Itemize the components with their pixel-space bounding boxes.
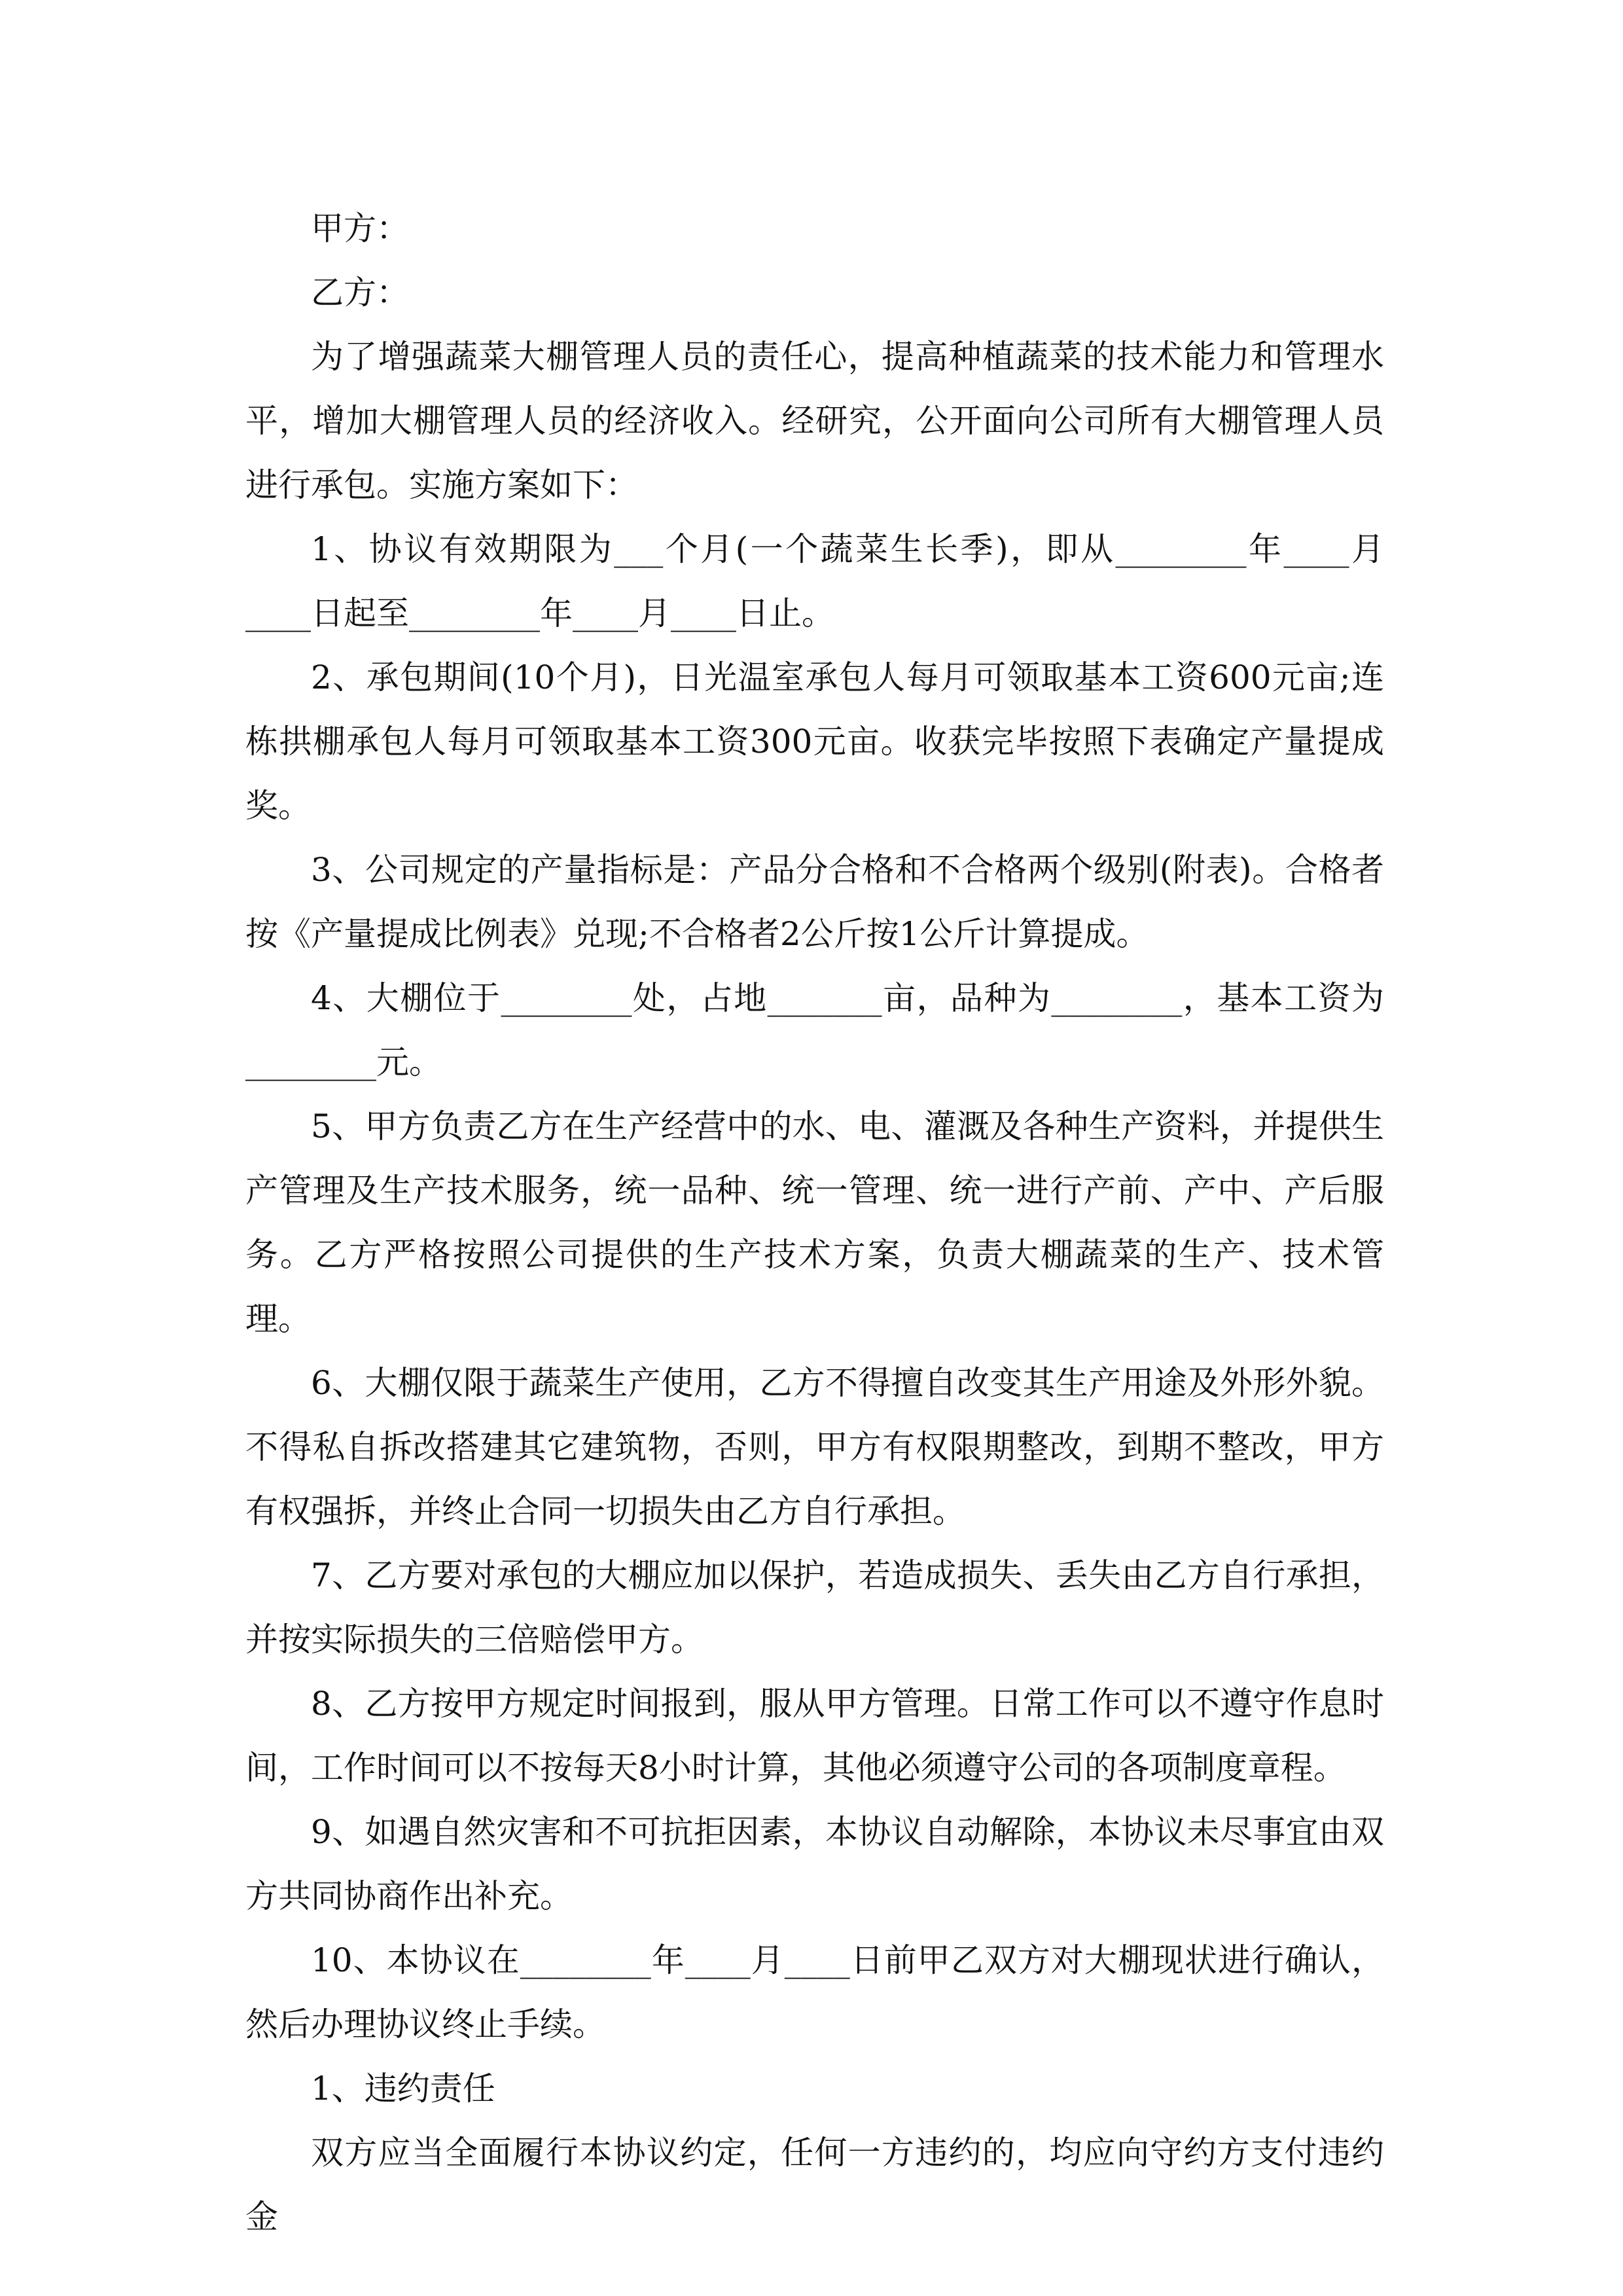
intro-paragraph: 为了增强蔬菜大棚管理人员的责任心，提高种植蔬菜的技术能力和管理水平，增加大棚管理人员的经济收入。经研究，公开面向公司所有大棚管理人员进行承包。实施方案如下： — [245, 338, 1384, 504]
party-a-line: 甲方： — [311, 209, 409, 247]
clause-10: 10、本协议在________年____月____日前甲乙双方对大棚现状进行确认，然后办理协议终止手续。 — [245, 1941, 1384, 2043]
party-b-line: 乙方： — [311, 274, 409, 312]
clause-4: 4、大棚位于________处，占地_______亩，品种为________，基本工资为________元。 — [245, 979, 1384, 1081]
clause-3: 3、公司规定的产量指标是：产品分合格和不合格两个级别(附表)。合格者按《产量提成比例表》兑现;不合格者2公斤按1公斤计算提成。 — [245, 851, 1384, 953]
clause-2: 2、承包期间(10个月)，日光温室承包人每月可领取基本工资600元亩;连栋拱棚承包人每月可领取基本工资300元亩。收获完毕按照下表确定产量提成奖。 — [245, 658, 1384, 825]
clause-6: 6、大棚仅限于蔬菜生产使用，乙方不得擅自改变其生产用途及外形外貌。不得私自拆改搭建其它建筑物，否则，甲方有权限期整改，到期不整改，甲方有权强拆，并终止合同一切损失由乙方自行承担。 — [245, 1364, 1384, 1530]
liability-heading: 1、违约责任 — [311, 2070, 495, 2108]
clause-1: 1、协议有效期限为___个月(一个蔬菜生长季)，即从________年____月____日起至________年____月____日止。 — [245, 530, 1384, 632]
clause-5: 5、甲方负责乙方在生产经营中的水、电、灌溉及各种生产资料，并提供生产管理及生产技术服务，统一品种、统一管理、统一进行产前、产中、产后服务。乙方严格按照公司提供的生产技术方案，负责大棚蔬菜的生产、技术管理。 — [245, 1107, 1384, 1338]
liability-text: 双方应当全面履行本协议约定，任何一方违约的，均应向守约方支付违约金 — [245, 2134, 1384, 2236]
clause-8: 8、乙方按甲方规定时间报到，服从甲方管理。日常工作可以不遵守作息时间，工作时间可以不按每天8小时计算，其他必须遵守公司的各项制度章程。 — [245, 1685, 1384, 1787]
document-body — [245, 196, 1384, 2249]
clause-9: 9、如遇自然灾害和不可抗拒因素，本协议自动解除，本协议未尽事宜由双方共同协商作出补充。 — [245, 1813, 1384, 1915]
clause-7: 7、乙方要对承包的大棚应加以保护，若造成损失、丢失由乙方自行承担，并按实际损失的三倍赔偿甲方。 — [245, 1556, 1384, 1659]
